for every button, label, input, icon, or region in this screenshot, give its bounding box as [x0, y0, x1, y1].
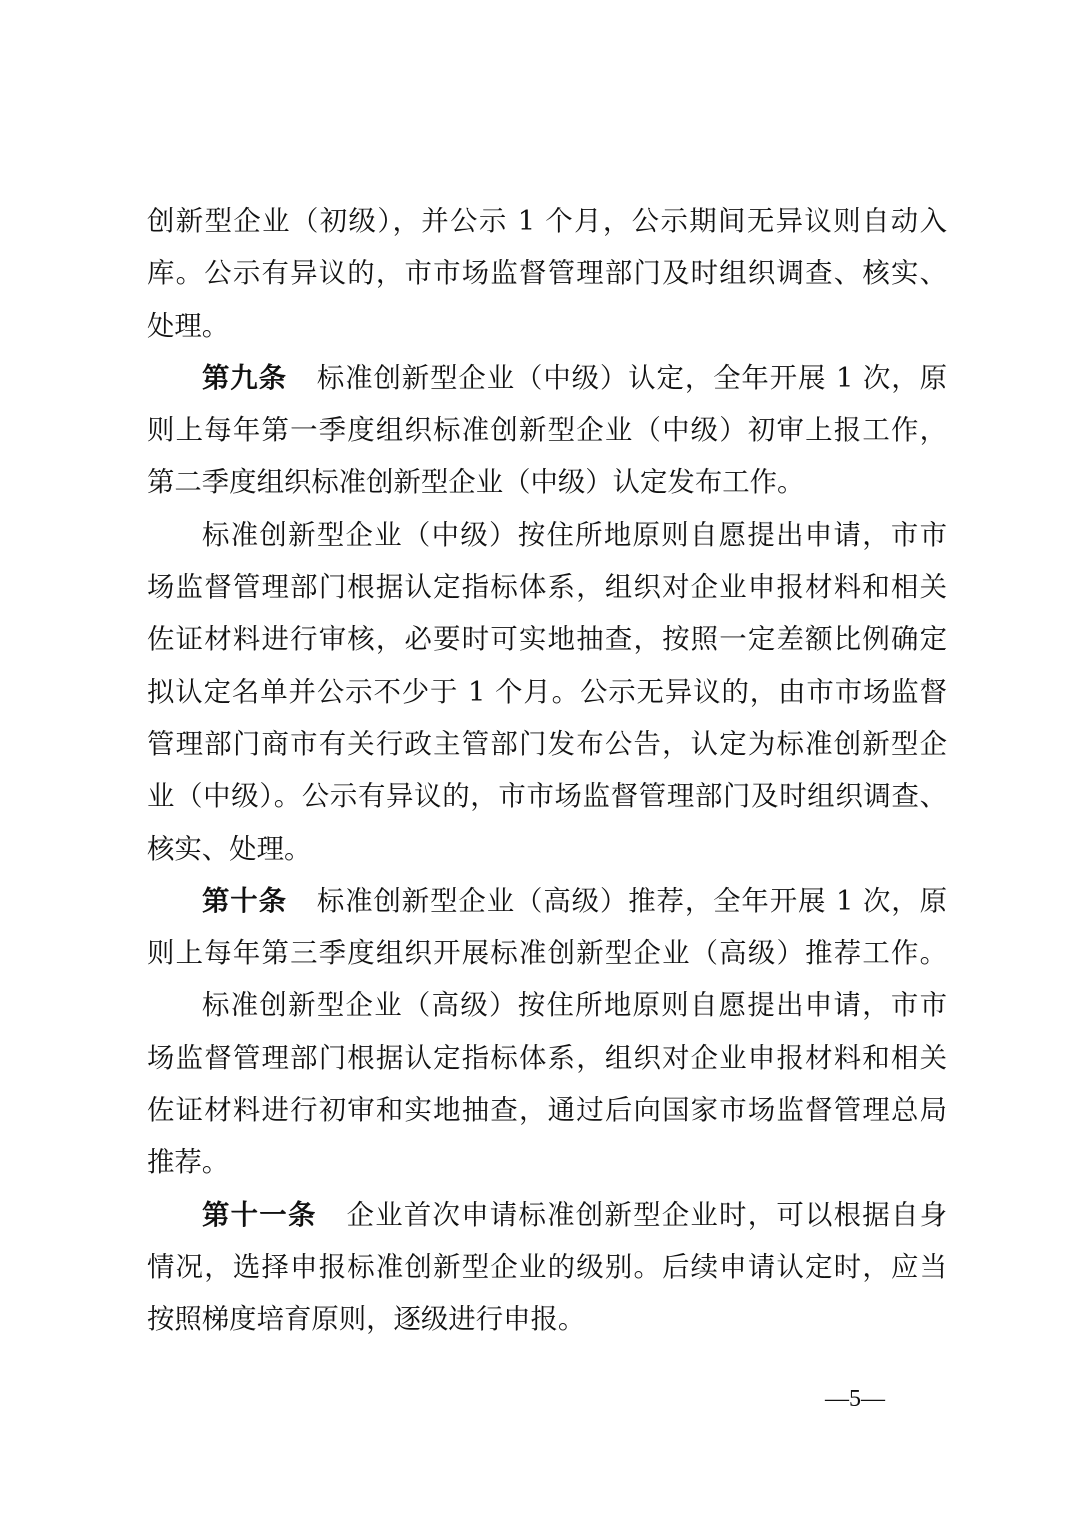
page-number: —5—	[825, 1386, 885, 1412]
text-line: 核实、处理。	[147, 833, 312, 865]
text-line: 则上每年第三季度组织开展标准创新型企业（高级）推荐工作。	[147, 938, 947, 970]
text-line	[147, 1190, 947, 1242]
text-line: 佐证材料进行审核，必要时可实地抽查，按照一定差额比例确定	[147, 624, 947, 656]
article-number: 第九条	[202, 362, 287, 394]
text-line: 场监督管理部门根据认定指标体系，组织对企业申报材料和相关	[147, 1042, 947, 1074]
text-line: 第二季度组织标准创新型企业（中级）认定发布工作。	[147, 467, 805, 499]
text-line: 佐证材料进行初审和实地抽查，通过后向国家市场监督管理总局	[147, 1095, 947, 1127]
document-body	[147, 196, 947, 1347]
article-text: 标准创新型企业（高级）推荐，全年开展 1 次，原	[316, 885, 947, 917]
paragraph-mid-level-procedure	[147, 510, 947, 876]
text-line: 情况，选择申报标准创新型企业的级别。后续申请认定时，应当	[147, 1251, 947, 1283]
text-line: 按照梯度培育原则，逐级进行申报。	[147, 1304, 586, 1336]
text-line: 场监督管理部门根据认定指标体系，组织对企业申报材料和相关	[147, 572, 947, 604]
article-text: 标准创新型企业（中级）认定，全年开展 1 次，原	[316, 362, 947, 394]
text-line: 拟认定名单并公示不少于 1 个月。公示无异议的，由市市场监督	[147, 676, 947, 708]
text-line: 标准创新型企业（中级）按住所地原则自愿提出申请，市市	[202, 519, 947, 551]
paragraph-continuation	[147, 196, 947, 353]
text-line: 库。公示有异议的，市市场监督管理部门及时组织调查、核实、	[147, 258, 947, 290]
text-line: 推荐。	[147, 1147, 230, 1179]
text-line: 管理部门商市有关行政主管部门发布公告，认定为标准创新型企	[147, 728, 947, 760]
text-line: 业（中级）。公示有异议的，市市场监督管理部门及时组织调查、	[147, 781, 947, 813]
article-text: 企业首次申请标准创新型企业时，可以根据自身	[346, 1199, 947, 1231]
text-line: 标准创新型企业（高级）按住所地原则自愿提出申请，市市	[202, 990, 947, 1022]
article-10	[147, 876, 947, 981]
text-line	[147, 353, 947, 405]
article-9	[147, 353, 947, 510]
article-number: 第十一条	[202, 1199, 317, 1231]
article-11	[147, 1190, 947, 1347]
article-number: 第十条	[202, 885, 287, 917]
text-line: 创新型企业（初级），并公示 1 个月，公示期间无异议则自动入	[147, 206, 947, 237]
paragraph-high-level-procedure	[147, 980, 947, 1189]
text-line	[147, 876, 947, 928]
text-line: 处理。	[147, 310, 230, 342]
text-line: 则上每年第一季度组织标准创新型企业（中级）初审上报工作，	[147, 415, 947, 447]
